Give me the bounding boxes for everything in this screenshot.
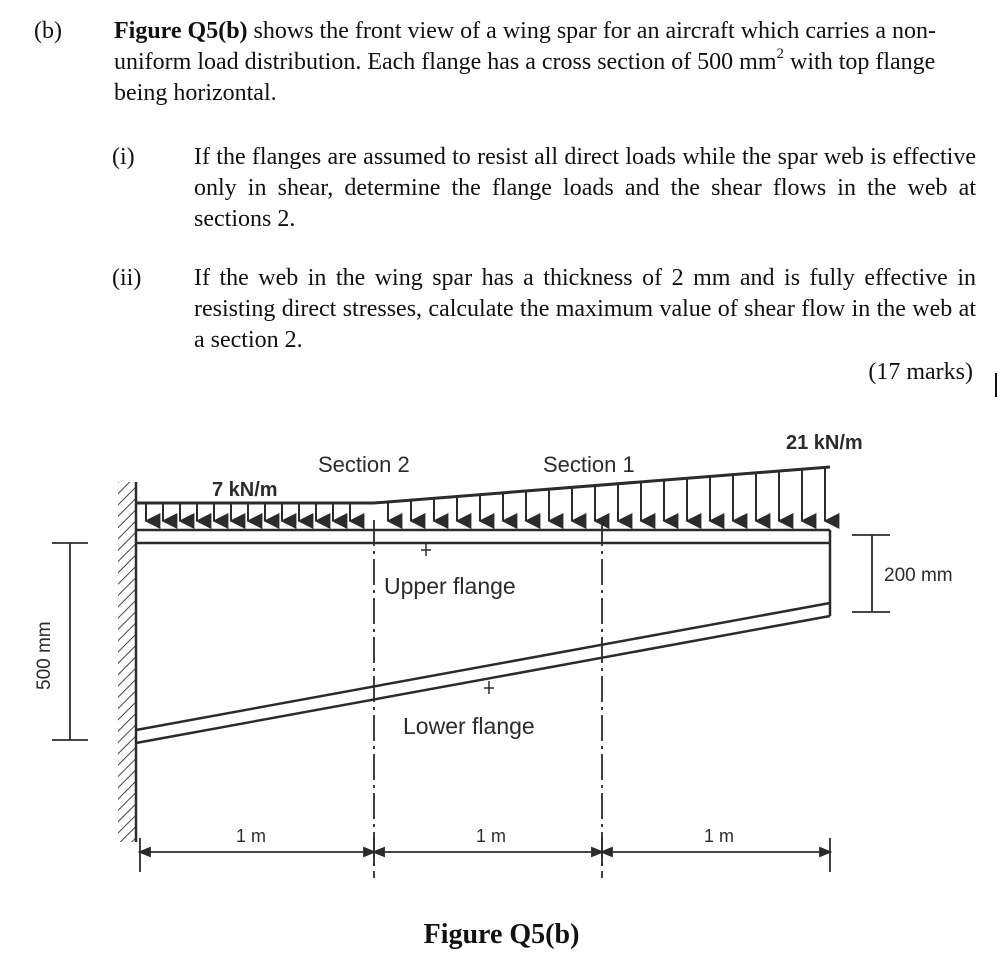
span-2-label: 1 m: [476, 826, 507, 846]
section-1-label: Section 1: [543, 452, 635, 477]
root-depth-label: 500 mm: [34, 621, 55, 690]
section-2-label: Section 2: [318, 452, 410, 477]
figure-caption: Figure Q5(b): [423, 919, 580, 950]
upper-flange: [136, 530, 830, 543]
distributed-load-uniform: [136, 503, 374, 521]
span-3-label: 1 m: [704, 826, 735, 846]
fixed-wall-support: [118, 482, 136, 842]
part-label: (b): [34, 18, 62, 44]
intro-superscript: 2: [776, 46, 785, 62]
marks-label: (17 marks): [868, 359, 973, 385]
load-left-label: 7 kN/m: [212, 479, 278, 501]
sub-question-i-text: If the flanges are assumed to resist all direct loads while the spar web is effective only in shear, determine the flange loads and the shear flows in the web at sections 2.: [194, 144, 976, 232]
lower-flange-label: Lower flange: [403, 713, 535, 739]
upper-flange-label: Upper flange: [384, 573, 516, 599]
tip-depth-label: 200 mm: [884, 565, 953, 586]
span-1-label: 1 m: [236, 826, 267, 846]
intro-text-2: with top flange being horizontal.: [114, 49, 936, 106]
figure-reference: Figure Q5(b): [114, 18, 248, 44]
sub-question-ii-label: (ii): [112, 265, 142, 291]
root-depth-dimension: [52, 543, 88, 740]
intro-text-1: shows the front view of a wing spar for an aircraft which carries a non-uniform load distribution. Each flange has a cross section of 500 mm: [114, 18, 936, 75]
sub-question-ii-text: If the web in the wing spar has a thickness of 2 mm and is fully effective in resisting direct stresses, calculate the maximum value of shear flow in the web at a section 2.: [194, 265, 976, 353]
sub-question-i-label: (i): [112, 144, 135, 170]
load-right-label: 21 kN/m: [786, 432, 863, 454]
